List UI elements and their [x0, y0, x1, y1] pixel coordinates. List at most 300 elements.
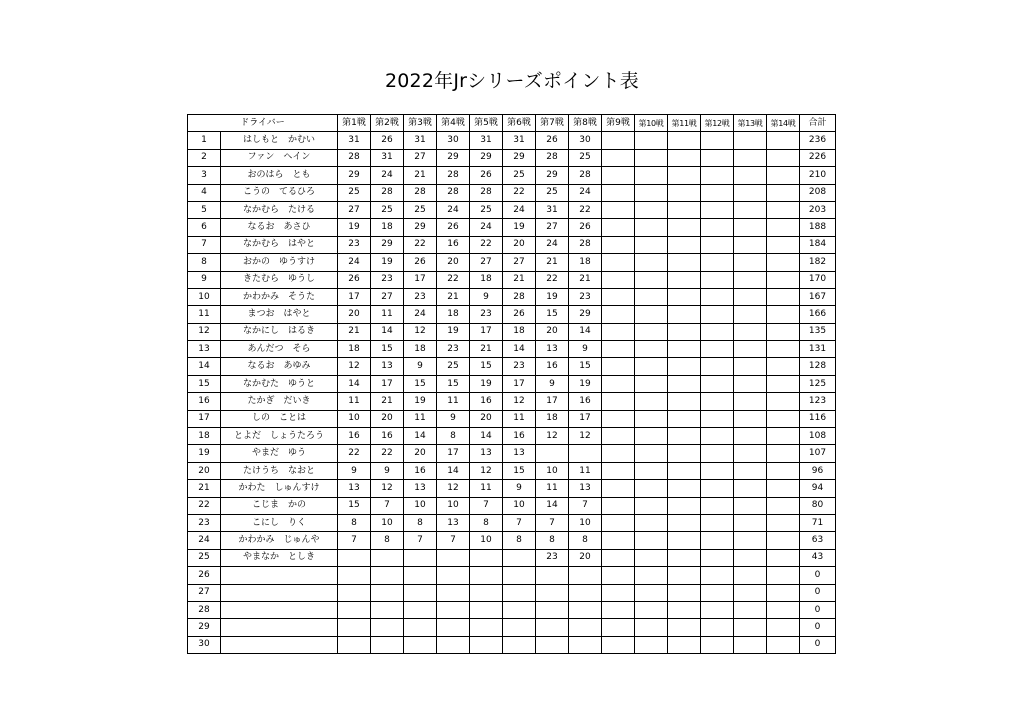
points-cell: 28	[536, 149, 569, 166]
points-cell: 27	[404, 149, 437, 166]
table-row	[188, 410, 836, 427]
points-cell	[734, 428, 767, 445]
points-cell: 30	[437, 132, 470, 149]
points-cell	[701, 306, 734, 323]
points-cell: 26	[437, 219, 470, 236]
points-cell	[371, 601, 404, 618]
race-header: 第9戦	[602, 115, 635, 132]
rank-cell: 22	[188, 497, 221, 514]
points-cell: 25	[371, 201, 404, 218]
points-cell	[437, 549, 470, 566]
total-cell: 125	[800, 375, 836, 392]
table-row	[188, 323, 836, 340]
total-cell: 94	[800, 480, 836, 497]
points-cell	[635, 167, 668, 184]
points-cell	[701, 497, 734, 514]
points-cell	[371, 549, 404, 566]
rank-cell: 28	[188, 601, 221, 618]
race-header: 第5戦	[470, 115, 503, 132]
rank-cell: 7	[188, 236, 221, 253]
table-row	[188, 167, 836, 184]
points-cell: 11	[404, 410, 437, 427]
points-cell	[602, 219, 635, 236]
points-cell: 7	[470, 497, 503, 514]
points-cell: 22	[569, 201, 602, 218]
points-cell	[734, 149, 767, 166]
points-cell	[536, 601, 569, 618]
points-cell: 7	[503, 514, 536, 531]
points-cell: 17	[437, 445, 470, 462]
points-cell: 29	[338, 167, 371, 184]
points-cell	[338, 636, 371, 653]
points-cell	[602, 167, 635, 184]
points-cell	[701, 636, 734, 653]
points-cell	[767, 201, 800, 218]
rank-cell: 11	[188, 306, 221, 323]
points-cell: 16	[371, 428, 404, 445]
points-cell	[635, 549, 668, 566]
points-cell: 14	[404, 428, 437, 445]
points-cell: 8	[371, 532, 404, 549]
points-cell	[668, 567, 701, 584]
points-cell: 11	[503, 410, 536, 427]
points-cell: 16	[503, 428, 536, 445]
race-header: 第13戦	[734, 115, 767, 132]
total-cell: 63	[800, 532, 836, 549]
points-cell	[734, 393, 767, 410]
points-cell	[701, 341, 734, 358]
points-cell	[767, 254, 800, 271]
points-cell	[602, 288, 635, 305]
points-cell: 28	[569, 167, 602, 184]
points-cell	[635, 584, 668, 601]
points-cell	[701, 532, 734, 549]
points-cell	[635, 201, 668, 218]
rank-cell: 18	[188, 428, 221, 445]
points-cell	[668, 514, 701, 531]
points-cell	[734, 549, 767, 566]
points-cell	[734, 306, 767, 323]
points-cell	[635, 132, 668, 149]
points-cell: 11	[437, 393, 470, 410]
race-header: 第6戦	[503, 115, 536, 132]
table-row	[188, 462, 836, 479]
points-cell: 13	[470, 445, 503, 462]
points-cell: 29	[437, 149, 470, 166]
driver-name-cell: たかぎ だいき	[221, 393, 338, 410]
points-cell	[668, 323, 701, 340]
points-cell: 15	[404, 375, 437, 392]
points-cell: 23	[338, 236, 371, 253]
points-cell: 18	[404, 341, 437, 358]
points-cell	[701, 375, 734, 392]
points-cell: 21	[371, 393, 404, 410]
points-cell	[767, 445, 800, 462]
rank-cell: 14	[188, 358, 221, 375]
points-cell: 17	[569, 410, 602, 427]
driver-name-cell: なるお あさひ	[221, 219, 338, 236]
table-row	[188, 219, 836, 236]
points-cell: 22	[371, 445, 404, 462]
points-cell: 21	[569, 271, 602, 288]
points-cell: 28	[503, 288, 536, 305]
points-cell	[635, 184, 668, 201]
points-cell	[767, 532, 800, 549]
points-cell: 9	[338, 462, 371, 479]
total-cell: 123	[800, 393, 836, 410]
points-cell: 10	[404, 497, 437, 514]
points-cell	[470, 549, 503, 566]
points-cell	[767, 132, 800, 149]
points-cell	[602, 567, 635, 584]
driver-name-cell: しの ことは	[221, 410, 338, 427]
points-cell	[668, 393, 701, 410]
points-cell	[635, 288, 668, 305]
rank-cell: 23	[188, 514, 221, 531]
points-cell	[536, 584, 569, 601]
driver-name-cell: かわかみ じゅんや	[221, 532, 338, 549]
points-cell	[734, 254, 767, 271]
race-header: 第10戦	[635, 115, 668, 132]
points-cell	[668, 149, 701, 166]
driver-name-cell: まつお はやと	[221, 306, 338, 323]
points-cell	[734, 636, 767, 653]
driver-name-cell: ファン ヘイン	[221, 149, 338, 166]
points-cell	[536, 567, 569, 584]
points-cell: 24	[437, 201, 470, 218]
driver-header: ドライバー	[188, 115, 338, 132]
rank-cell: 17	[188, 410, 221, 427]
points-cell	[767, 323, 800, 340]
points-cell	[503, 636, 536, 653]
rank-cell: 19	[188, 445, 221, 462]
points-cell: 16	[569, 393, 602, 410]
points-cell	[701, 584, 734, 601]
points-cell	[767, 184, 800, 201]
points-cell	[668, 375, 701, 392]
points-cell	[635, 497, 668, 514]
points-cell	[338, 601, 371, 618]
total-cell: 0	[800, 567, 836, 584]
points-cell: 9	[503, 480, 536, 497]
points-cell: 9	[404, 358, 437, 375]
table-row	[188, 567, 836, 584]
points-cell	[371, 567, 404, 584]
table-row	[188, 428, 836, 445]
points-cell: 28	[437, 167, 470, 184]
points-cell: 12	[437, 480, 470, 497]
points-cell	[635, 567, 668, 584]
points-cell: 29	[404, 219, 437, 236]
points-cell	[635, 236, 668, 253]
points-cell	[734, 201, 767, 218]
table-row	[188, 584, 836, 601]
driver-name-cell	[221, 619, 338, 636]
total-cell: 170	[800, 271, 836, 288]
points-cell	[701, 236, 734, 253]
points-cell: 17	[338, 288, 371, 305]
points-cell: 16	[338, 428, 371, 445]
points-cell: 7	[338, 532, 371, 549]
driver-name-cell	[221, 584, 338, 601]
points-cell	[569, 584, 602, 601]
table-row	[188, 480, 836, 497]
points-cell: 10	[536, 462, 569, 479]
driver-name-cell: かわかみ そうた	[221, 288, 338, 305]
points-cell: 14	[569, 323, 602, 340]
points-cell	[668, 236, 701, 253]
points-cell	[734, 375, 767, 392]
race-header: 第4戦	[437, 115, 470, 132]
points-cell	[767, 549, 800, 566]
points-cell	[701, 428, 734, 445]
points-cell: 18	[536, 410, 569, 427]
rank-cell: 12	[188, 323, 221, 340]
points-cell: 20	[470, 410, 503, 427]
points-cell: 27	[470, 254, 503, 271]
points-cell	[602, 341, 635, 358]
table-row	[188, 236, 836, 253]
points-cell	[734, 567, 767, 584]
points-cell: 26	[371, 132, 404, 149]
points-cell	[602, 132, 635, 149]
table-row	[188, 288, 836, 305]
points-cell: 23	[371, 271, 404, 288]
points-cell: 9	[437, 410, 470, 427]
points-cell	[602, 514, 635, 531]
points-cell	[404, 584, 437, 601]
points-cell: 19	[371, 254, 404, 271]
points-cell	[701, 410, 734, 427]
rank-cell: 6	[188, 219, 221, 236]
points-cell: 16	[404, 462, 437, 479]
points-cell	[767, 567, 800, 584]
points-cell: 9	[371, 462, 404, 479]
points-cell: 18	[503, 323, 536, 340]
points-cell	[338, 584, 371, 601]
points-cell	[668, 636, 701, 653]
points-cell	[701, 167, 734, 184]
rank-cell: 27	[188, 584, 221, 601]
total-cell: 226	[800, 149, 836, 166]
driver-name-cell: おのはら とも	[221, 167, 338, 184]
points-cell	[701, 323, 734, 340]
table-row	[188, 184, 836, 201]
table-row	[188, 549, 836, 566]
points-cell	[602, 619, 635, 636]
points-cell	[602, 201, 635, 218]
table-row	[188, 619, 836, 636]
points-cell	[569, 567, 602, 584]
points-cell: 14	[371, 323, 404, 340]
points-cell: 9	[470, 288, 503, 305]
table-row	[188, 271, 836, 288]
rank-cell: 13	[188, 341, 221, 358]
points-cell: 22	[503, 184, 536, 201]
points-cell	[404, 636, 437, 653]
points-cell	[602, 393, 635, 410]
points-cell	[734, 480, 767, 497]
points-cell	[767, 619, 800, 636]
points-cell: 7	[569, 497, 602, 514]
points-cell: 15	[503, 462, 536, 479]
rank-cell: 5	[188, 201, 221, 218]
points-cell: 24	[404, 306, 437, 323]
points-cell	[668, 410, 701, 427]
total-cell: 80	[800, 497, 836, 514]
table-row	[188, 341, 836, 358]
points-cell: 14	[503, 341, 536, 358]
header-row	[188, 115, 836, 132]
total-cell: 188	[800, 219, 836, 236]
race-header: 第2戦	[371, 115, 404, 132]
rank-cell: 21	[188, 480, 221, 497]
points-cell: 13	[404, 480, 437, 497]
total-cell: 0	[800, 584, 836, 601]
points-cell	[767, 306, 800, 323]
points-cell: 21	[470, 341, 503, 358]
points-cell: 23	[437, 341, 470, 358]
total-cell: 135	[800, 323, 836, 340]
points-cell	[470, 636, 503, 653]
points-cell: 13	[437, 514, 470, 531]
race-header: 第12戦	[701, 115, 734, 132]
rank-cell: 10	[188, 288, 221, 305]
points-cell	[767, 167, 800, 184]
points-cell: 22	[470, 236, 503, 253]
points-cell: 19	[338, 219, 371, 236]
points-cell	[767, 514, 800, 531]
points-cell	[767, 219, 800, 236]
total-cell: 203	[800, 201, 836, 218]
points-cell	[701, 462, 734, 479]
table-row	[188, 497, 836, 514]
points-cell: 10	[470, 532, 503, 549]
points-cell: 20	[569, 549, 602, 566]
points-cell	[767, 358, 800, 375]
driver-name-cell: なかむた ゆうと	[221, 375, 338, 392]
rank-cell: 9	[188, 271, 221, 288]
points-cell: 17	[503, 375, 536, 392]
table-row	[188, 532, 836, 549]
points-cell	[767, 341, 800, 358]
points-cell	[767, 393, 800, 410]
points-cell	[734, 184, 767, 201]
total-cell: 167	[800, 288, 836, 305]
points-cell: 27	[503, 254, 536, 271]
points-cell	[734, 462, 767, 479]
points-cell	[701, 201, 734, 218]
points-cell: 21	[536, 254, 569, 271]
driver-name-cell: やまなか としき	[221, 549, 338, 566]
points-cell: 10	[569, 514, 602, 531]
points-cell: 18	[569, 254, 602, 271]
points-cell: 14	[437, 462, 470, 479]
points-cell	[635, 393, 668, 410]
points-cell	[767, 480, 800, 497]
table-body	[188, 132, 836, 654]
points-cell	[767, 636, 800, 653]
points-cell	[668, 358, 701, 375]
total-cell: 236	[800, 132, 836, 149]
points-cell	[569, 445, 602, 462]
table-row	[188, 254, 836, 271]
points-cell	[734, 132, 767, 149]
rank-cell: 16	[188, 393, 221, 410]
points-cell: 19	[404, 393, 437, 410]
points-cell: 15	[338, 497, 371, 514]
points-cell: 14	[536, 497, 569, 514]
points-cell	[470, 619, 503, 636]
total-cell: 208	[800, 184, 836, 201]
race-header: 第8戦	[569, 115, 602, 132]
points-cell: 8	[536, 532, 569, 549]
points-cell	[701, 601, 734, 618]
points-cell: 29	[371, 236, 404, 253]
points-cell	[668, 445, 701, 462]
points-cell	[734, 584, 767, 601]
points-cell: 25	[536, 184, 569, 201]
points-cell	[635, 341, 668, 358]
points-cell: 19	[470, 375, 503, 392]
points-cell	[701, 271, 734, 288]
points-cell	[668, 254, 701, 271]
points-cell	[635, 636, 668, 653]
total-cell: 0	[800, 601, 836, 618]
points-cell: 11	[470, 480, 503, 497]
points-cell	[437, 584, 470, 601]
total-cell: 43	[800, 549, 836, 566]
points-cell: 10	[371, 514, 404, 531]
points-cell: 11	[338, 393, 371, 410]
points-cell: 14	[470, 428, 503, 445]
points-cell: 28	[470, 184, 503, 201]
points-cell	[338, 549, 371, 566]
points-cell: 7	[404, 532, 437, 549]
points-cell	[668, 201, 701, 218]
points-cell	[602, 584, 635, 601]
points-cell	[767, 497, 800, 514]
points-cell: 18	[437, 306, 470, 323]
points-cell	[668, 497, 701, 514]
points-cell	[668, 341, 701, 358]
points-cell: 23	[536, 549, 569, 566]
table-row	[188, 445, 836, 462]
points-cell: 12	[503, 393, 536, 410]
total-cell: 128	[800, 358, 836, 375]
points-cell	[470, 601, 503, 618]
points-cell: 27	[536, 219, 569, 236]
points-cell	[635, 410, 668, 427]
points-cell	[668, 480, 701, 497]
driver-name-cell: きたむら ゆうし	[221, 271, 338, 288]
points-cell	[602, 306, 635, 323]
points-cell	[701, 393, 734, 410]
points-cell: 28	[338, 149, 371, 166]
table-row	[188, 149, 836, 166]
points-cell: 19	[569, 375, 602, 392]
points-cell	[602, 480, 635, 497]
points-cell	[437, 636, 470, 653]
points-cell	[767, 462, 800, 479]
points-cell: 19	[536, 288, 569, 305]
points-cell	[635, 254, 668, 271]
points-cell: 26	[338, 271, 371, 288]
points-cell	[503, 601, 536, 618]
points-cell: 18	[470, 271, 503, 288]
points-cell	[734, 167, 767, 184]
points-cell: 7	[437, 532, 470, 549]
